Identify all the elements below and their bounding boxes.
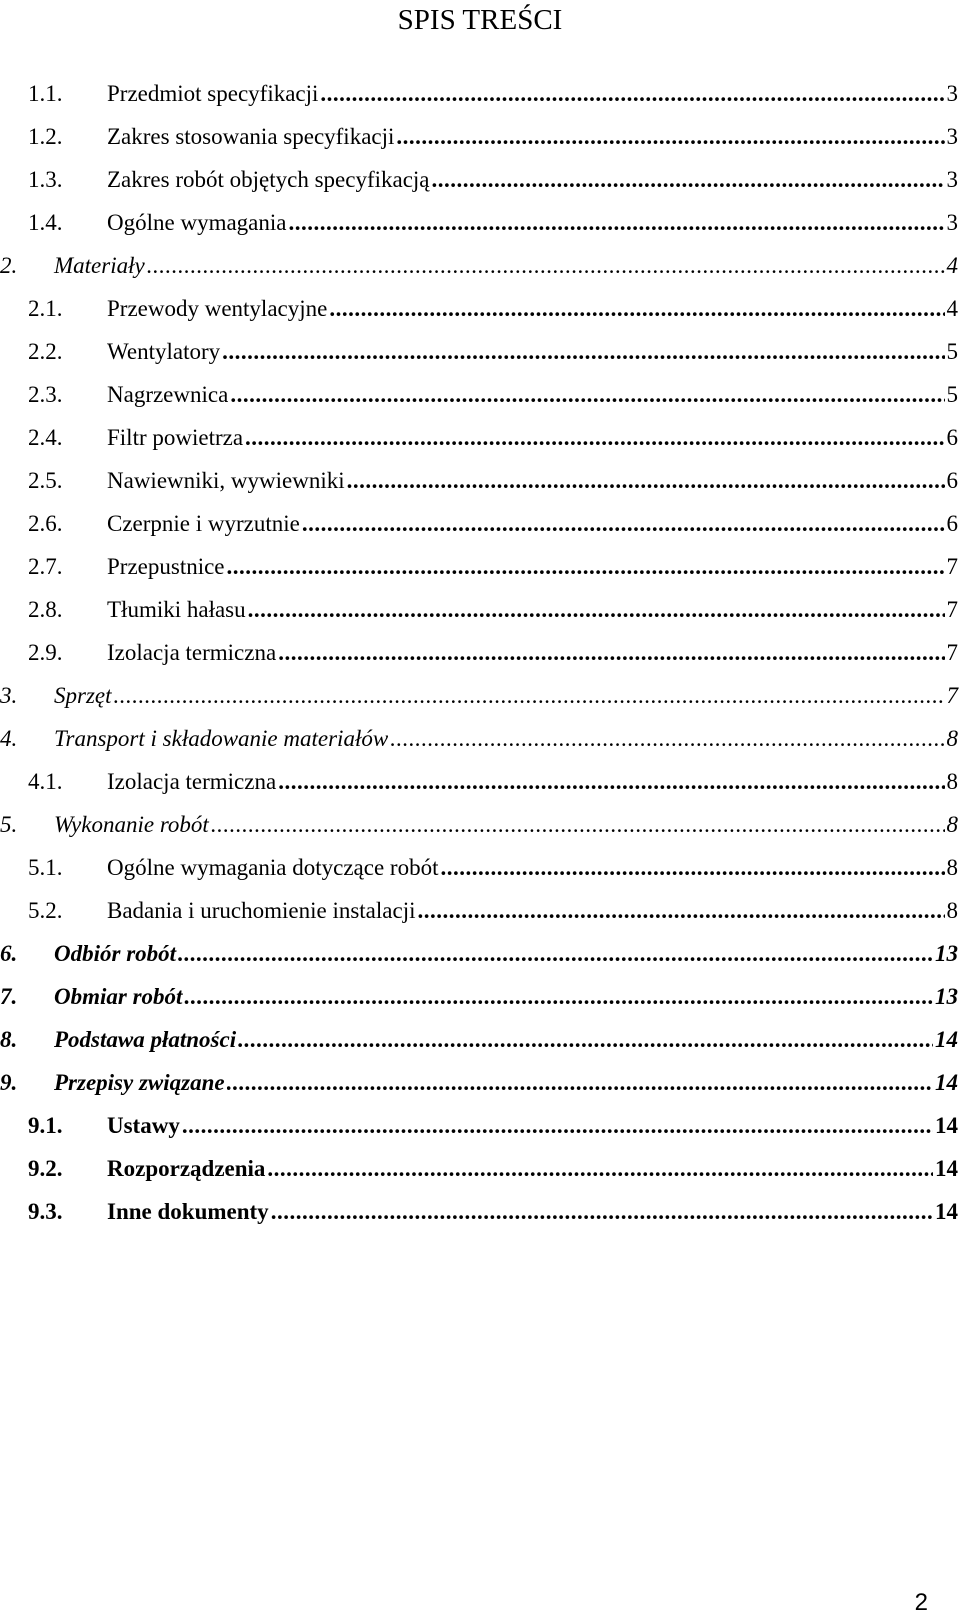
toc-entry-number: 2.7. — [28, 554, 63, 579]
document-title: SPIS TREŚCI — [397, 4, 563, 36]
toc-entry[interactable] — [28, 294, 958, 324]
toc-entry-label: Materiały — [54, 253, 145, 278]
toc-entry-page: 14 — [935, 1199, 958, 1224]
toc-entry[interactable] — [28, 79, 958, 109]
toc-entry-number: 8. — [0, 1027, 18, 1052]
toc-entry-page: 7 — [946, 554, 958, 579]
toc-entry-page: 7 — [946, 640, 958, 665]
toc-leader-dots — [417, 896, 944, 926]
toc-entry-page: 8 — [946, 855, 958, 880]
toc-entry-label: Zakres robót objętych specyfikacją — [107, 167, 430, 192]
toc-entry-page: 3 — [946, 210, 958, 235]
toc-entry-page: 4 — [946, 253, 958, 278]
toc-leader-dots — [227, 552, 945, 582]
toc-entry-label: Izolacja termiczna — [107, 769, 277, 794]
toc-entry[interactable] — [28, 1111, 958, 1141]
toc-entry-label: Wentylatory — [107, 339, 221, 364]
toc-entry-number: 9.1. — [28, 1113, 63, 1138]
toc-entry-label: Filtr powietrza — [107, 425, 244, 450]
toc-entry-page: 5 — [946, 339, 958, 364]
toc-leader-dots — [320, 79, 944, 109]
toc-entry-number: 2.5. — [28, 468, 63, 493]
toc-entry-label: Obmiar robót — [54, 984, 183, 1009]
toc-entry-number: 2.4. — [28, 425, 63, 450]
toc-entry-number: 9. — [0, 1070, 18, 1095]
toc-entry-page: 8 — [946, 812, 958, 837]
page-number: 2 — [914, 1589, 928, 1616]
toc-entry-number: 5.1. — [28, 855, 63, 880]
toc-entry[interactable] — [28, 208, 958, 238]
toc-entry-number: 7. — [0, 984, 18, 1009]
toc-entry[interactable] — [28, 552, 958, 582]
toc-entry-label: Odbiór robót — [54, 941, 177, 966]
toc-entry-label: Wykonanie robót — [54, 812, 209, 837]
toc-entry-page: 13 — [935, 941, 958, 966]
toc-entry-page: 7 — [946, 597, 958, 622]
toc-entry[interactable] — [28, 896, 958, 926]
toc-entry-number: 6. — [0, 941, 18, 966]
toc-entry-section[interactable] — [0, 1068, 958, 1098]
toc-entry[interactable] — [28, 337, 958, 367]
toc-leader-dots — [271, 1197, 933, 1227]
toc-leader-dots — [222, 337, 944, 367]
toc-leader-dots — [347, 466, 945, 496]
toc-entry-section[interactable] — [0, 1025, 958, 1055]
toc-entry-number: 1.4. — [28, 210, 63, 235]
toc-entry-page: 7 — [946, 683, 958, 708]
toc-leader-dots — [227, 1068, 933, 1098]
toc-entry-label: Czerpnie i wyrzutnie — [107, 511, 300, 536]
toc-entry-section[interactable] — [0, 939, 958, 969]
toc-entry-number: 1.3. — [28, 167, 63, 192]
toc-entry-number: 2.1. — [28, 296, 63, 321]
toc-entry-page: 3 — [946, 167, 958, 192]
toc-entry-number: 4.1. — [28, 769, 63, 794]
toc-entry-label: Nawiewniki, wywiewniki — [107, 468, 345, 493]
toc-entry-page: 8 — [946, 898, 958, 923]
toc-entry-label: Izolacja termiczna — [107, 640, 277, 665]
toc-entry-number: 2.9. — [28, 640, 63, 665]
toc-entry[interactable] — [28, 509, 958, 539]
toc-leader-dots — [230, 380, 944, 410]
toc-entry-page: 8 — [946, 726, 958, 751]
toc-entry-number: 5. — [0, 812, 18, 837]
toc-entry-label: Inne dokumenty — [107, 1199, 269, 1224]
toc-entry[interactable] — [28, 1197, 958, 1227]
toc-entry-label: Podstawa płatności — [54, 1027, 237, 1052]
toc-entry-section[interactable] — [0, 724, 958, 754]
toc-leader-dots — [245, 423, 944, 453]
toc-leader-dots — [238, 1025, 933, 1055]
toc-entry-section[interactable] — [0, 982, 958, 1012]
toc-entry-label: Przepustnice — [107, 554, 225, 579]
toc-leader-dots — [278, 638, 944, 668]
toc-leader-dots — [114, 681, 945, 711]
toc-entry-label: Zakres stosowania specyfikacji — [107, 124, 395, 149]
toc-leader-dots — [396, 122, 944, 152]
toc-entry-page: 5 — [946, 382, 958, 407]
toc-entry-page: 13 — [935, 984, 958, 1009]
toc-entry-page: 14 — [935, 1070, 958, 1095]
toc-entry-page: 14 — [935, 1113, 958, 1138]
toc-leader-dots — [288, 208, 944, 238]
toc-entry-page: 6 — [946, 425, 958, 450]
toc-entry-section[interactable] — [0, 251, 958, 281]
toc-entry[interactable] — [28, 767, 958, 797]
toc-entry-number: 2.6. — [28, 511, 63, 536]
toc-leader-dots — [278, 767, 944, 797]
toc-entry-label: Ogólne wymagania — [107, 210, 287, 235]
toc-entry-page: 3 — [946, 81, 958, 106]
toc-entry-page: 6 — [946, 468, 958, 493]
toc-entry-label: Transport i składowanie materiałów — [54, 726, 389, 751]
toc-entry-page: 14 — [935, 1156, 958, 1181]
toc-entry-number: 2.8. — [28, 597, 63, 622]
toc-entry[interactable] — [28, 595, 958, 625]
toc-entry-label: Nagrzewnica — [107, 382, 229, 407]
toc-leader-dots — [267, 1154, 933, 1184]
toc-entry-page: 3 — [946, 124, 958, 149]
toc-entry-label: Rozporządzenia — [107, 1156, 266, 1181]
toc-entry[interactable] — [28, 1154, 958, 1184]
toc-entry-number: 1.2. — [28, 124, 63, 149]
toc-entry-label: Ustawy — [107, 1113, 180, 1138]
toc-leader-dots — [329, 294, 944, 324]
toc-leader-dots — [211, 810, 945, 840]
toc-entry[interactable] — [28, 638, 958, 668]
toc-entry[interactable] — [28, 380, 958, 410]
toc-leader-dots — [178, 939, 933, 969]
toc-entry[interactable] — [28, 466, 958, 496]
toc-entry-number: 5.2. — [28, 898, 63, 923]
toc-entry-section[interactable] — [0, 681, 958, 711]
toc-entry-label: Badania i uruchomienie instalacji — [107, 898, 416, 923]
toc-entry-label: Przedmiot specyfikacji — [107, 81, 319, 106]
toc-entry-number: 2.2. — [28, 339, 63, 364]
toc-entry[interactable] — [28, 122, 958, 152]
toc-entry[interactable] — [28, 165, 958, 195]
toc-leader-dots — [302, 509, 945, 539]
toc-entry-number: 3. — [0, 683, 18, 708]
toc-entry[interactable] — [28, 423, 958, 453]
toc-entry[interactable] — [28, 853, 958, 883]
toc-leader-dots — [147, 251, 945, 281]
toc-entry-number: 9.2. — [28, 1156, 63, 1181]
toc-entry-page: 4 — [946, 296, 958, 321]
toc-entry-number: 4. — [0, 726, 18, 751]
toc-entry-label: Tłumiki hałasu — [107, 597, 246, 622]
toc-entry-label: Przewody wentylacyjne — [107, 296, 328, 321]
toc-leader-dots — [248, 595, 945, 625]
toc-entry-label: Przepisy związane — [54, 1070, 225, 1095]
toc-leader-dots — [390, 724, 944, 754]
toc-entry-number: 2.3. — [28, 382, 63, 407]
toc-leader-dots — [184, 982, 933, 1012]
toc-entry-number: 2. — [0, 253, 18, 278]
toc-entry-number: 9.3. — [28, 1199, 63, 1224]
toc-entry-page: 14 — [935, 1027, 958, 1052]
toc-leader-dots — [440, 853, 944, 883]
toc-entry-label: Sprzęt — [54, 683, 112, 708]
toc-leader-dots — [182, 1111, 933, 1141]
toc-leader-dots — [432, 165, 945, 195]
toc-entry-page: 8 — [946, 769, 958, 794]
toc-entry-number: 1.1. — [28, 81, 63, 106]
toc-entry-page: 6 — [946, 511, 958, 536]
toc-entry-label: Ogólne wymagania dotyczące robót — [107, 855, 439, 880]
toc-entry-section[interactable] — [0, 810, 958, 840]
